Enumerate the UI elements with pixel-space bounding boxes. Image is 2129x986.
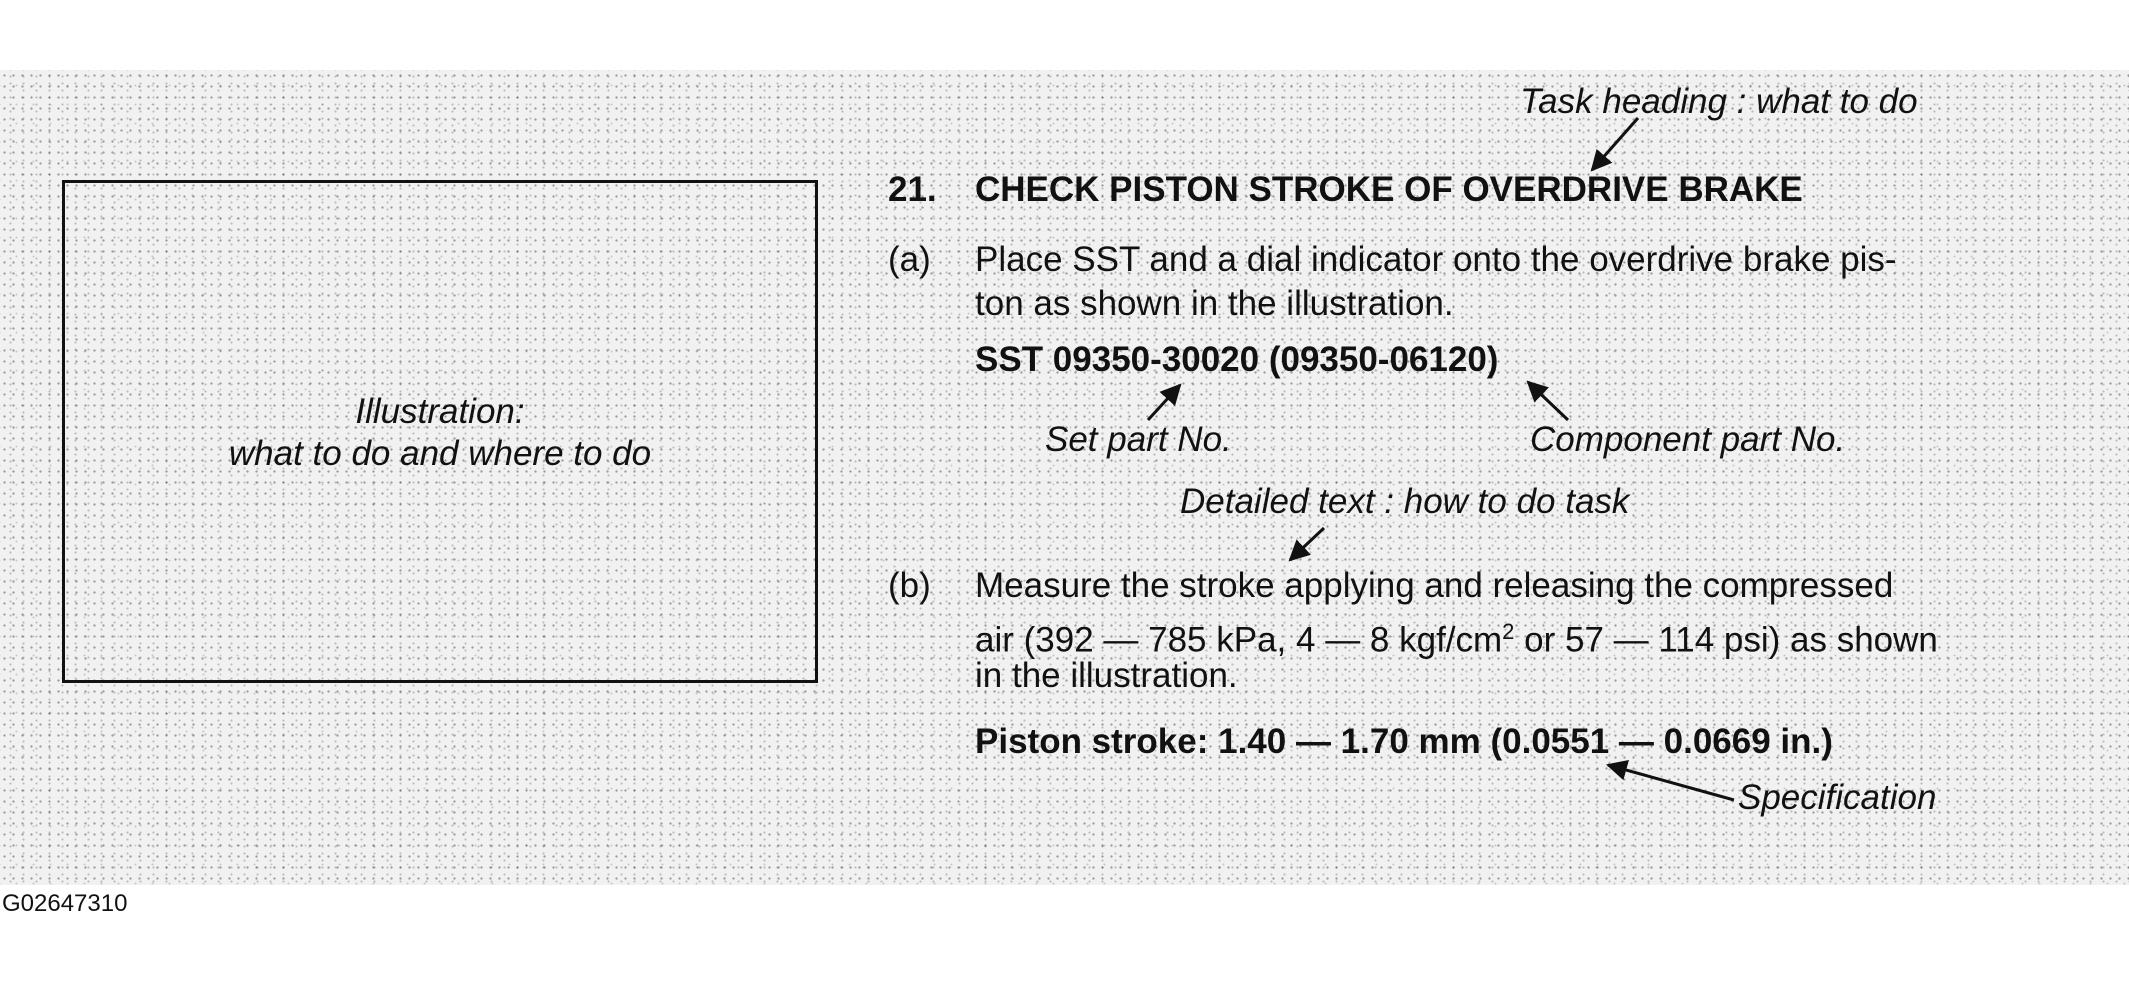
step-heading: CHECK PISTON STROKE OF OVERDRIVE BRAKE	[975, 170, 1803, 209]
substep-b-line1: Measure the stroke applying and releasing the compressed	[975, 566, 1894, 605]
callout-task-heading: Task heading : what to do	[1520, 82, 1918, 121]
arrow-set-part	[1148, 385, 1180, 420]
substep-b-line2-post: or 57 — 114 psi) as shown	[1514, 620, 1938, 660]
arrow-specification	[1608, 765, 1734, 800]
arrow-task-heading	[1592, 118, 1638, 170]
substep-a-line1: Place SST and a dial indicator onto the overdrive brake pis-	[975, 240, 1897, 279]
illustration-caption-line1: Illustration:	[355, 392, 525, 431]
specification-value: Piston stroke: 1.40 — 1.70 mm (0.0551 — 0.0669 in.)	[975, 722, 1833, 761]
callout-set-part: Set part No.	[1045, 420, 1232, 459]
callout-specification: Specification	[1738, 778, 1937, 817]
sst-number: SST 09350-30020 (09350-06120)	[975, 340, 1499, 379]
substep-b-line3: in the illustration.	[975, 656, 1238, 695]
figure-code: G02647310	[2, 890, 128, 917]
callout-detailed-text: Detailed text : how to do task	[1180, 482, 1630, 521]
substep-a-label: (a)	[888, 240, 931, 279]
substep-a-line2: ton as shown in the illustration.	[975, 284, 1454, 323]
arrow-detailed-text	[1290, 528, 1324, 560]
superscript-2: 2	[1502, 619, 1515, 644]
callout-component-part: Component part No.	[1530, 420, 1846, 459]
step-number: 21.	[888, 170, 937, 209]
illustration-caption-line2: what to do and where to do	[228, 434, 652, 473]
substep-b-line2-pre: air (392 — 785 kPa, 4 — 8 kgf/cm	[975, 620, 1503, 660]
substep-b-label: (b)	[888, 566, 931, 605]
arrow-component-part	[1528, 382, 1568, 420]
